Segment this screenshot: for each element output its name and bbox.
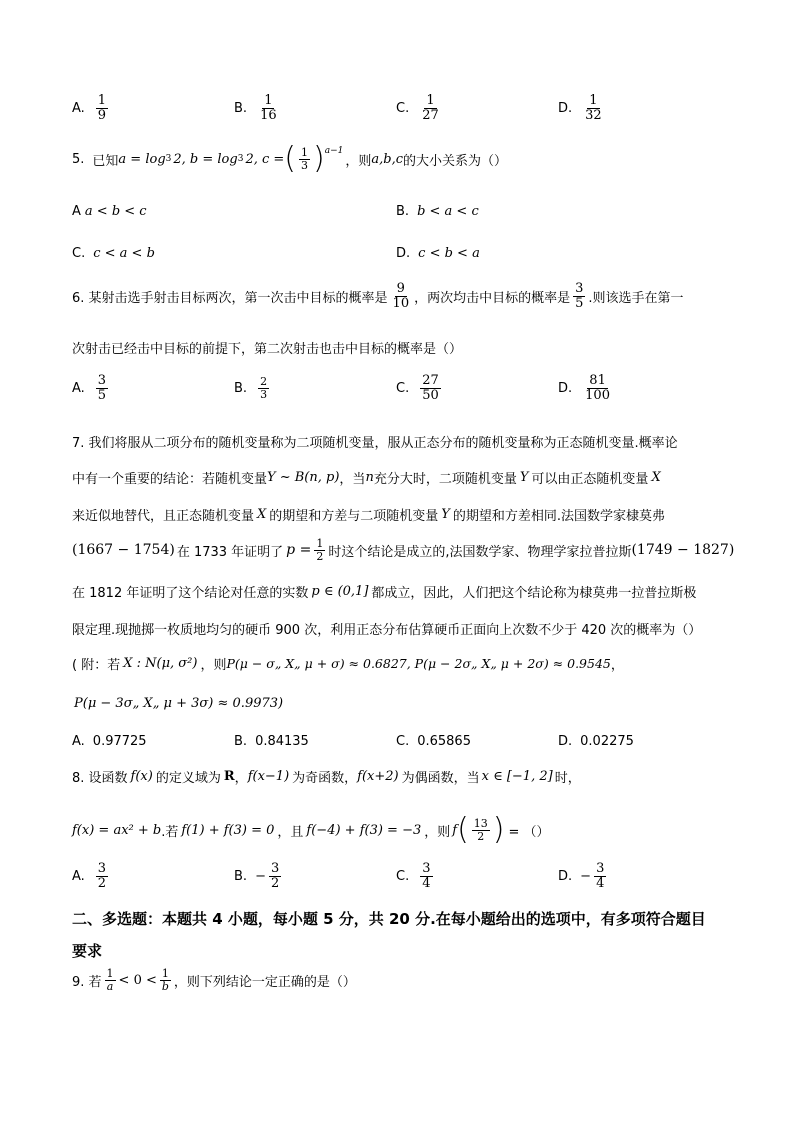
q7-line1: 7. 我们将服从二项分布的随机变量称为二项随机变量，服从正态分布的随机变量称为正态随机变量.概率论 — [72, 436, 678, 451]
q5-stem — [72, 141, 508, 176]
q6-fraction-2: $\frac{3}{5}$ — [575, 281, 584, 311]
option-text: c < b < a — [418, 246, 480, 261]
q9-fraction-2: $\frac{1}{b}$ — [161, 967, 169, 993]
q8-line2 — [72, 812, 550, 847]
q7-option-d — [558, 734, 634, 749]
q5-tail: 的大小关系为（） — [403, 153, 508, 169]
q8-option-c — [396, 862, 436, 890]
q7-text: ，则 — [200, 658, 227, 673]
q7-line3 — [72, 505, 665, 524]
q5-expr-a: a = log — [118, 151, 166, 167]
option-label: C. — [72, 246, 86, 261]
option-text: b < a < c — [417, 204, 479, 219]
q7-years-demoivre: (1667 − 1754) — [72, 542, 175, 559]
q7-math: p ∈ (0,1] — [311, 584, 369, 599]
q6-text-a: 6. 某射击选手射击目标两次，第一次击中目标的概率是 — [72, 290, 388, 306]
option-sign: − — [255, 868, 266, 884]
right-paren: ) — [492, 812, 505, 847]
q5-expr-c: 2, c = — [245, 151, 285, 167]
option-text: 0.84135 — [255, 734, 309, 749]
q9-stem — [72, 968, 356, 992]
q5-exponent: a−1 — [324, 146, 344, 156]
q5-vars: a,b,c — [371, 151, 403, 167]
q8-math: f(−4) + f(3) = −3 — [306, 822, 422, 838]
q7-line8: P(μ − 3σ„ X„ μ + 3σ) ≈ 0.9973) — [74, 696, 284, 711]
option-label: D. — [558, 868, 573, 884]
q6-fraction-1: $\frac{9}{10}$ — [392, 281, 410, 311]
q8-text: ，则 — [424, 824, 451, 840]
q6-option-b — [234, 376, 272, 400]
option-label: C. — [396, 380, 410, 396]
q7-text: 来近似地替代，且正态随机变量 — [72, 509, 255, 524]
q9-tail: ，则下列结论一定正确的是（） — [173, 974, 356, 990]
q8-math: f(x) — [130, 769, 153, 784]
q7-text: 的期望和方差与二项随机变量 — [269, 509, 439, 524]
question-number: 5. — [72, 151, 85, 167]
option-label: A. — [72, 734, 85, 749]
q8-option-d — [558, 862, 609, 890]
q5-option-c — [72, 246, 155, 261]
option-label: C. — [396, 100, 410, 116]
q7-text: 都成立，因此，人们把这个结论称为棣莫弗一拉普拉斯极 — [371, 586, 697, 601]
q7-option-a — [72, 734, 147, 749]
option-label: D. — [558, 100, 573, 116]
q8-text: = （） — [508, 824, 550, 840]
q6-stem-line1 — [72, 282, 684, 310]
option-label: B. — [234, 734, 248, 749]
q4-option-d — [558, 94, 607, 122]
q7-line6: 限定理.现抛掷一枚质地均匀的硬币 900 次，利用正态分布估算硬币正面向上次数不少于 420 次的概率为（） — [72, 623, 702, 638]
q8-option-b — [234, 862, 284, 890]
q7-option-b — [234, 734, 309, 749]
q7-line2 — [72, 468, 661, 487]
option-fraction: $\frac{3}{2}$ — [97, 861, 107, 891]
left-paren: ( — [457, 812, 469, 847]
q7-text: 时这个结论是成立的,法国数学家、物理学家拉普拉斯 — [328, 544, 632, 560]
q8-line1 — [72, 767, 581, 786]
q7-line5 — [72, 582, 696, 601]
q5-expr-b: 2, b = log — [173, 151, 238, 167]
q8-math: f(x+2) — [357, 769, 399, 784]
option-fraction: $\frac{27}{50}$ — [422, 373, 439, 403]
q7-option-c — [396, 734, 471, 749]
q8-math: f(x) = ax² + b — [72, 822, 162, 838]
q5-option-a — [72, 204, 147, 219]
option-fraction: $\frac{3}{5}$ — [97, 373, 107, 403]
q8-math: f(1) + f(3) = 0 — [181, 822, 275, 838]
option-fraction: $\frac{2}{3}$ — [260, 375, 268, 401]
q5-base-b: 3 — [237, 154, 244, 164]
q4-option-a — [72, 94, 111, 122]
q7-math: X — [651, 470, 661, 485]
option-label: D. — [558, 380, 573, 396]
q8-text: 为偶函数，当 — [401, 771, 480, 786]
q6-text-b: ，两次均击中目标的概率是 — [414, 290, 571, 306]
q5-fraction: $\frac{1}{3}$ — [301, 145, 308, 172]
q5-suffix: ，则 — [345, 153, 372, 169]
option-fraction: $\frac{3}{2}$ — [270, 861, 280, 891]
q8-text: 时， — [554, 771, 581, 786]
q5-base-a: 3 — [165, 154, 172, 164]
option-label: B. — [234, 380, 248, 396]
option-label: D. — [558, 734, 573, 749]
q6-option-a — [72, 374, 111, 402]
q8-option-a — [72, 862, 111, 890]
option-label: B. — [234, 868, 248, 884]
q8-text: 8. 设函数 — [72, 771, 128, 786]
option-fraction: $\frac{3}{4}$ — [596, 861, 605, 891]
q8-math: f — [452, 822, 458, 838]
q7-fraction: $\frac{1}{2}$ — [316, 537, 324, 563]
q6-text-c: .则该选手在第一 — [588, 290, 684, 306]
q7-math: P(μ − σ„ X„ μ + σ) ≈ 0.6827, P(μ − 2σ„ X„ μ + 2σ) ≈ 0.9545 — [226, 656, 611, 671]
q8-math: f(x−1) — [247, 769, 290, 784]
q7-math: Y ~ B(n, p) — [267, 470, 340, 485]
option-sign: − — [580, 868, 592, 884]
q5-option-b — [396, 204, 479, 219]
option-label: A. — [72, 380, 85, 396]
section-heading: 二、多选题：本题共 4 小题，每小题 5 分，共 20 分.在每小题给出的选项中，有多项符合题目 — [72, 910, 706, 928]
option-label: C. — [396, 868, 410, 884]
q8-domain-R: R — [223, 769, 235, 784]
q8-text: ，且 — [277, 824, 304, 840]
q7-text: ，当 — [339, 472, 366, 487]
q8-text: 的定义域为 — [155, 771, 221, 786]
option-text: 0.97725 — [92, 734, 147, 749]
option-fraction: $\frac{1}{32}$ — [585, 93, 602, 123]
q7-text: ， — [610, 658, 624, 673]
left-paren: ( — [284, 141, 296, 176]
q5-option-d — [396, 246, 480, 261]
q7-text: 的期望和方差相同.法国数学家棣莫弗 — [452, 509, 666, 524]
q7-line7 — [72, 654, 624, 673]
q7-text: 充分大时，二项随机变量 — [373, 472, 517, 487]
q7-text: 可以由正态随机变量 — [531, 472, 649, 487]
q9-prefix: 9. 若 — [72, 974, 102, 990]
option-label: A. — [72, 868, 85, 884]
q7-text: ( 附：若 — [72, 658, 121, 673]
q7-text: 在 1812 年证明了这个结论对任意的实数 — [72, 586, 309, 601]
option-fraction: $\frac{1}{16}$ — [260, 93, 277, 123]
option-fraction: $\frac{1}{9}$ — [97, 93, 107, 123]
option-label: B. — [234, 100, 248, 116]
q7-line4 — [72, 538, 734, 562]
q8-text: ， — [234, 771, 248, 786]
q7-text: 中有一个重要的结论：若随机变量 — [72, 472, 268, 487]
q6-stem-line2: 次射击已经击中目标的前提下，第二次射击也击中目标的概率是（） — [72, 342, 463, 357]
right-paren: ) — [313, 141, 325, 176]
q4-option-b — [234, 94, 282, 122]
option-fraction: $\frac{81}{100}$ — [585, 373, 610, 403]
q4-option-c — [396, 94, 444, 122]
q6-option-c — [396, 374, 444, 402]
option-text: 0.65865 — [417, 734, 471, 749]
option-label: A. — [72, 100, 85, 116]
q8-text: 为奇函数， — [292, 771, 358, 786]
q7-math: X : N(μ, σ²) — [123, 656, 198, 671]
q7-math: X — [257, 507, 267, 522]
option-fraction: $\frac{3}{4}$ — [422, 861, 431, 891]
option-text: c < a < b — [93, 246, 155, 261]
q8-math: x ∈ [−1, 2] — [481, 769, 553, 784]
q7-math: Y — [519, 470, 529, 485]
option-text: a < b < c — [84, 204, 147, 219]
q8-fraction: $\frac{13}{2}$ — [473, 816, 488, 843]
q5-prefix: 已知 — [92, 153, 119, 169]
section-heading-cont: 要求 — [72, 942, 103, 960]
option-label: D. — [396, 246, 411, 261]
q7-math: n — [365, 470, 374, 485]
option-fraction: $\frac{1}{27}$ — [422, 93, 439, 123]
option-label: C. — [396, 734, 410, 749]
q6-option-d — [558, 374, 615, 402]
option-label: A — [72, 204, 81, 219]
q8-text: .若 — [161, 824, 179, 840]
q9-inequality: < 0 < — [118, 972, 157, 988]
q9-fraction-1: $\frac{1}{a}$ — [106, 967, 114, 993]
q7-math: p = — [286, 542, 312, 559]
q7-years-laplace: (1749 − 1827) — [631, 542, 735, 559]
option-text: 0.02275 — [580, 734, 634, 749]
q7-math: Y — [441, 507, 450, 522]
option-label: B. — [396, 204, 410, 219]
q7-text: 在 1733 年证明了 — [176, 544, 284, 560]
